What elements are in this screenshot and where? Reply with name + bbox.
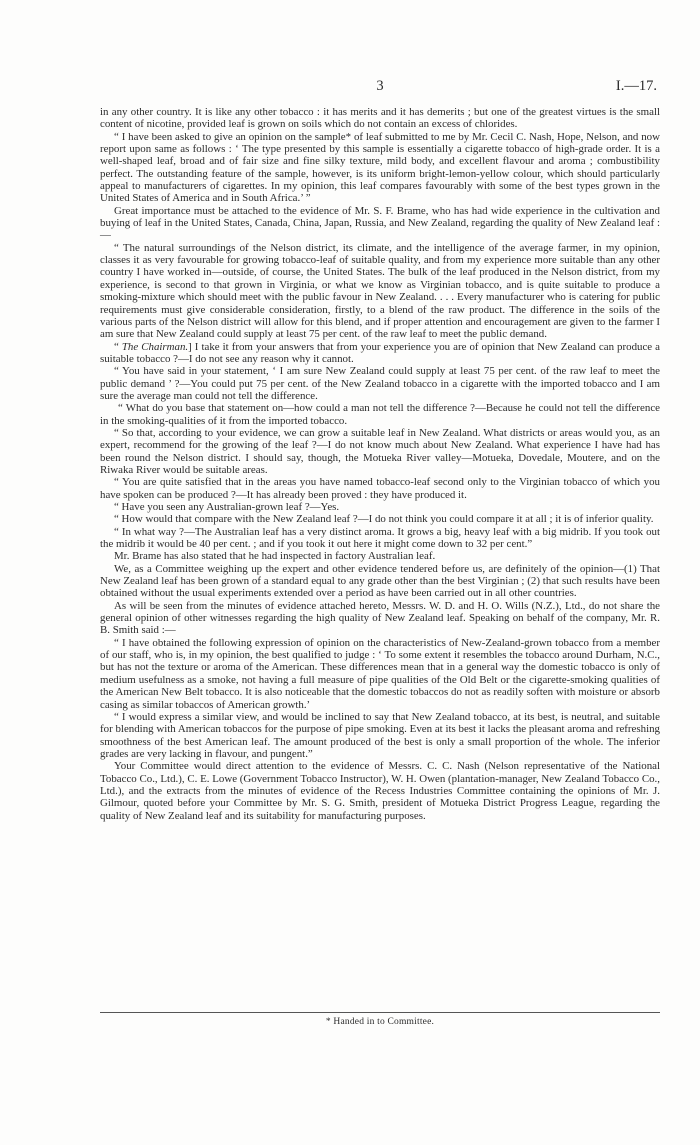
paragraph: As will be seen from the minutes of evidence attached hereto, Messrs. W. D. and H. O. Wills (N.Z.), Ltd., do not share the general opinion of other witnesses regarding the high quality of New Zealand leaf. Speaking on behalf of the company, Mr. R. B. Smith said :— — [100, 599, 660, 637]
quoted-paragraph: “ You are quite satisfied that in the areas you have named tobacco-leaf second only to the Virginian tobacco of which you have spoken can be produced ?—It has already been proved : they have produced it. — [100, 476, 660, 501]
quoted-paragraph: “ In what way ?—The Australian leaf has a very distinct aroma. It grows a big, heavy leaf with a big midrib. If you took out the midrib it would be 40 per cent. ; and if you took it out here it might come down to 32 per cent.” — [100, 525, 660, 551]
quoted-paragraph: “ What do you base that statement on—how could a man not tell the difference ?—Because he could not tell the difference in the smoking-qualities of it from the imported tobacco. — [100, 402, 660, 427]
document-reference: I.—17. — [615, 78, 657, 94]
paragraph: We, as a Committee weighing up the expert and other evidence tendered before us, are definitely of the opinion—(1) That New Zealand leaf has been grown of a standard equal to any grade other than the best Virginian ; (2) that such results have been obtained without the usual experiments extended over a period as have been carried out in all other countries. — [100, 562, 660, 600]
quoted-paragraph: “ You have said in your statement, ‘ I am sure New Zealand could supply at least 75 per cent. of the raw leaf to meet the public demand ’ ?—You could put 75 per cent. of the New Zealand tobacco in a cigarette with the imported tobacco and I am sure the average man could not tell the difference. — [100, 365, 660, 402]
footnote-divider — [100, 1012, 660, 1013]
speaker-label: The Chairman. — [121, 340, 189, 353]
quoted-paragraph: “ I have obtained the following expression of opinion on the characteristics of New-Zealand-grown tobacco from a member of our staff, who is, in my opinion, the best qualified to judge : ‘ To some extent it resembles the tobacco around Durham, N.C., but has not the texture or aroma of the American. These differences mean that in a general way the domestic tobacco is only of medium usefulness as a smoke, not having a full measure of pipe qualities of the Old Belt or the cigarette-smoking qualities of the American New Belt tobacco. It is also noticeable that the domestic tobaccos do not as readily soften with moisture or absorb casing as similar tobaccos of American growth.’ — [100, 636, 660, 711]
footnote: * Handed in to Committee. — [325, 1017, 435, 1027]
quoted-paragraph: “ I would express a similar view, and would be inclined to say that New Zealand tobacco, at its best, is neutral, and suitable for blending with American tobaccos for the purpose of pipe smoking. Even at its best it lacks the pleasant aroma and refreshing smoothness of the best American leaf. The amount produced of the best is only a small proportion of the whole. The inferior grades are very lacking in flavour, and pungent.” — [100, 710, 660, 760]
paragraph: Mr. Brame has also stated that he had inspected in factory Australian leaf. — [114, 550, 436, 563]
quoted-paragraph: “ The Chairman.] I take it from your answers that from your experience you are of opinion that New Zealand can produce a suitable tobacco ?—I do not see any reason why it cannot. — [100, 340, 660, 365]
page-number: 3 — [376, 78, 384, 94]
quoted-paragraph: “ I have been asked to give an opinion on the sample* of leaf submitted to me by Mr. Cecil C. Nash, Hope, Nelson, and now report upon same as follows : ‘ The type presented by this sample is essentially a cigarette tobacco of high-grade order. It is a well-shaped leaf, broad and of fair size and fine silky texture, mild body, and excellent flavour and aroma ; combustibility perfect. The outstanding feature of the sample, however, is its uniform bright-lemon-yellow colour, which should particularly appeal to manufacturers of cigarettes. In my opinion, this leaf compares favourably with some of the best types grown in the United States of America and in South Africa.’ ” — [100, 130, 660, 205]
paragraph: Your Committee would direct attention to the evidence of Messrs. C. C. Nash (Nelson representative of the National Tobacco Co., Ltd.), C. E. Lowe (Government Tobacco Instructor), W. H. Owen (plantation-manager, New Zealand Tobacco Co., Ltd.), and the extracts from the minutes of evidence of the Recess Industries Committee containing the opinions of Mr. J. Gilmour, quoted before your Committee by Mr. S. G. Smith, president of Motueka District Progress League, regarding the quality of New Zealand leaf and its suitability for manufacturing purposes. — [100, 760, 660, 822]
quoted-paragraph: “ How would that compare with the New Zealand leaf ?—I do not think you could compare it at all ; it is of inferior quality. — [114, 513, 654, 526]
quoted-paragraph: “ The natural surroundings of the Nelson district, its climate, and the intelligence of the average farmer, in my opinion, classes it as very favourable for growing tobacco-leaf of suitable quality, and from my experience more suitable than any other country I have worked in—outside, of course, the United States. The bulk of the leaf produced in the Nelson district, from my experience, is second to that grown in Virginia, or what we know as Virginian tobacco, and is quite suitable to produce a smoking-mixture which should meet with the public favour in New Zealand. . . . Every manufacturer who is catering for public requirements must give considerable consideration, firstly, to a blend of the raw product. The difference in the soils of the various parts of the Nelson district will allow for this blend, and if proper attention and encouragement are given to the farmer I am sure that New Zealand could supply at least 75 per cent. of the raw leaf to meet the public demand. — [100, 241, 660, 341]
paragraph: in any other country. It is like any other tobacco : it has merits and it has demerits ; but one of the greatest virtues is the small content of nicotine, provided leaf is grown on soils which do not contain an excess of chlorides. — [100, 106, 660, 131]
paragraph: Great importance must be attached to the evidence of Mr. S. F. Brame, who has had wide experience in the cultivation and buying of leaf in the United States, Canada, China, Japan, Russia, and New Zealand, regarding the quality of New Zealand leaf :— — [100, 204, 660, 242]
quoted-paragraph: “ Have you seen any Australian-grown leaf ?—Yes. — [114, 501, 340, 513]
body-text — [100, 106, 660, 822]
quoted-paragraph: “ So that, according to your evidence, we can grow a suitable leaf in New Zealand. What districts or areas would you, as an expert, recommend for the growing of the leaf ?—I do not know much about New Zealand. What experience I have had has been round the Nelson district. I should say, though, the Motueka River valley—Motueka, Dovedale, Moutere, and on the Riwaka River would be suitable areas. — [100, 426, 660, 476]
page-header — [100, 78, 660, 96]
